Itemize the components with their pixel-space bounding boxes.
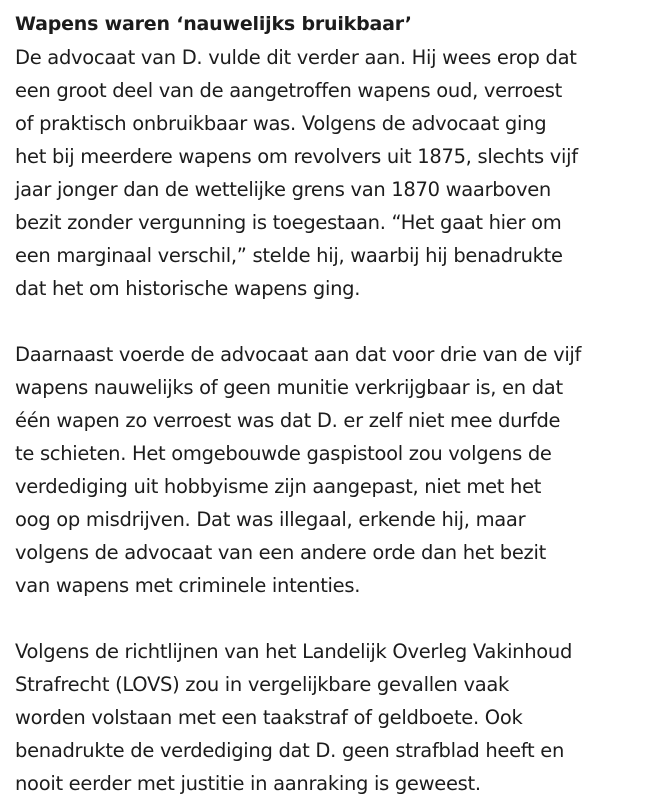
text-line: wapens nauwelijks of geen munitie verkrijgbaar is, en dat [15, 376, 563, 399]
section-heading: Wapens waren ‘nauwelijks bruikbaar’ [15, 13, 412, 35]
text-line: benadrukte de verdediging dat D. geen strafblad heeft en [15, 739, 565, 762]
text-line: nooit eerder met justitie in aanraking is geweest. [15, 772, 481, 795]
text-line: jaar jonger dan de wettelijke grens van 1870 waarboven [15, 178, 551, 201]
text-line: bezit zonder vergunning is toegestaan. “Het gaat hier om [15, 211, 562, 234]
text-line: te schieten. Het omgebouwde gaspistool zou volgens de [15, 442, 552, 465]
text-line: één wapen zo verroest was dat D. er zelf niet mee durfde [15, 409, 561, 432]
text-line: De advocaat van D. vulde dit verder aan. Hij wees erop dat [15, 46, 577, 69]
text-line: dat het om historische wapens ging. [15, 277, 361, 300]
text-line: Daarnaast voerde de advocaat aan dat voor drie van de vijf [15, 343, 582, 366]
text-line: een marginaal verschil,” stelde hij, waarbij hij benadrukte [15, 244, 563, 267]
text-line: een groot deel van de aangetroffen wapens oud, verroest [15, 79, 563, 102]
text-line: of praktisch onbruikbaar was. Volgens de advocaat ging [15, 112, 547, 135]
paragraph-1 [15, 41, 640, 305]
paragraph-spacer [15, 602, 640, 635]
text-line: Strafrecht (LOVS) zou in vergelijkbare gevallen vaak [15, 673, 509, 696]
text-line: oog op misdrijven. Dat was illegaal, erkende hij, maar [15, 508, 526, 531]
text-line: volgens de advocaat van een andere orde dan het bezit [15, 541, 546, 564]
text-line: verdediging uit hobbyisme zijn aangepast, niet met het [15, 475, 542, 498]
text-line: Volgens de richtlijnen van het Landelijk Overleg Vakinhoud [15, 640, 573, 663]
text-line: van wapens met criminele intenties. [15, 574, 361, 597]
article-body [15, 8, 640, 800]
paragraph-3 [15, 635, 640, 800]
text-line: het bij meerdere wapens om revolvers uit 1875, slechts vijf [15, 145, 578, 168]
paragraph-2 [15, 338, 640, 602]
text-line: worden volstaan met een taakstraf of geldboete. Ook [15, 706, 523, 729]
paragraph-spacer [15, 305, 640, 338]
